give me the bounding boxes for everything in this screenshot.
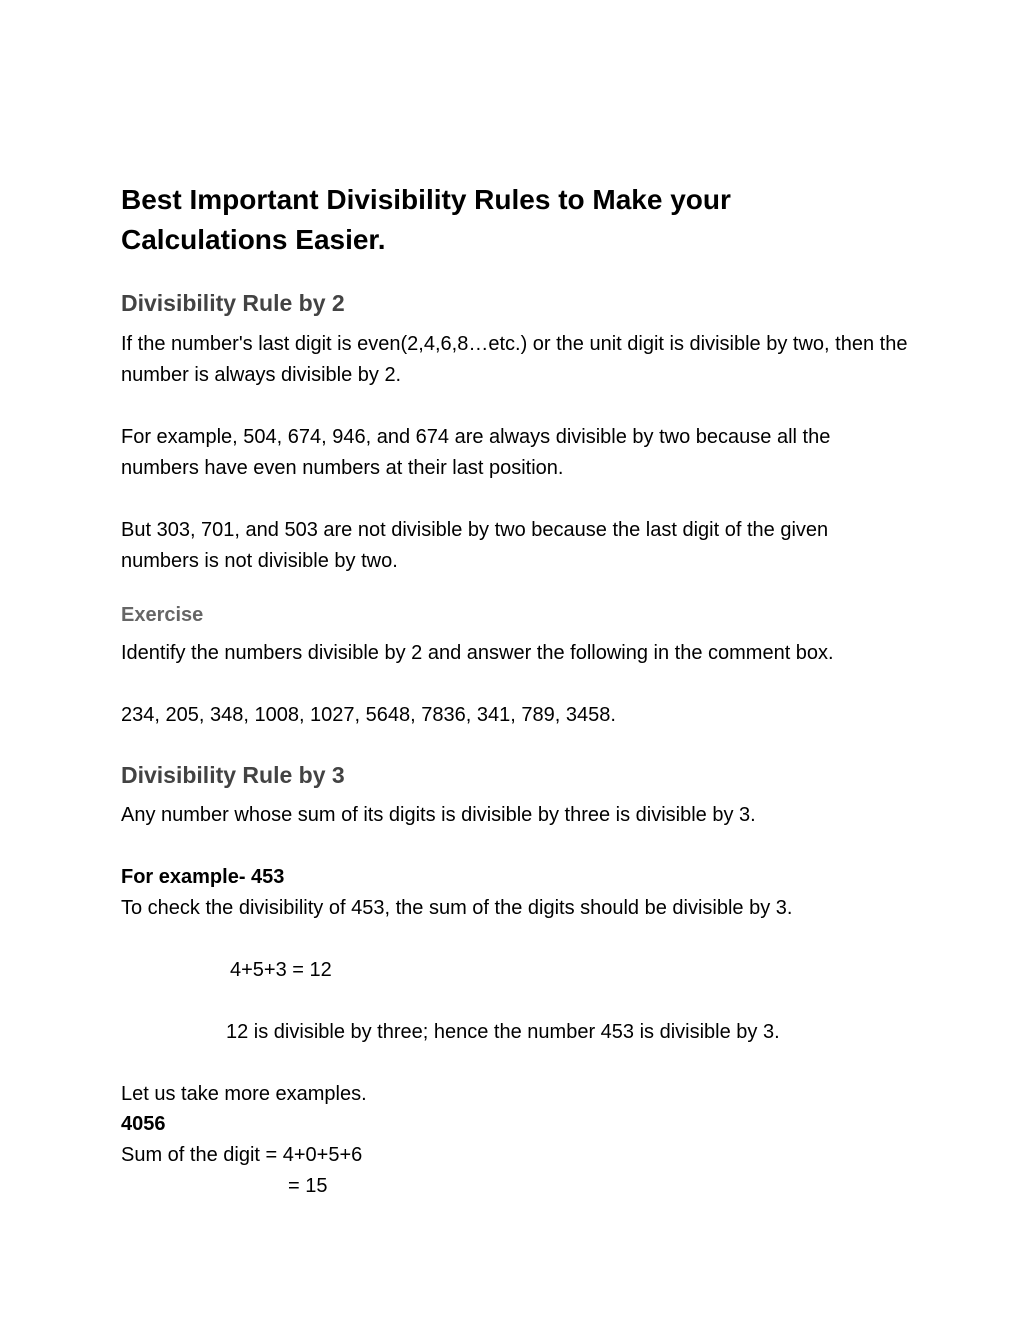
exercise-text: Identify the numbers divisible by 2 and answer the following in the comment box.	[121, 642, 834, 664]
example-conclusion: 12 is divisible by three; hence the number 453 is divisible by 3.	[226, 1021, 780, 1043]
example-label: For example- 453	[121, 866, 285, 888]
exercise-heading: Exercise	[121, 604, 204, 626]
exercise-numbers: 234, 205, 348, 1008, 1027, 5648, 7836, 341, 789, 3458.	[121, 704, 616, 726]
example2-number: 4056	[121, 1113, 166, 1135]
example-sum: 4+5+3 = 12	[230, 959, 332, 981]
heading-rule-by-2: Divisibility Rule by 2	[121, 290, 345, 316]
rule-2-paragraph-1: If the number's last digit is even(2,4,6,8…etc.) or the unit digit is divisible by two, then the number is always divisible by 2.	[121, 333, 908, 386]
example2-sum-line: Sum of the digit = 4+0+5+6	[121, 1144, 363, 1166]
rule-2-paragraph-3: But 303, 701, and 503 are not divisible by two because the last digit of the given numbers is not divisible by two.	[121, 519, 829, 572]
heading-rule-by-3: Divisibility Rule by 3	[121, 762, 345, 788]
document-title: Best Important Divisibility Rules to Make your Calculations Easier.	[121, 184, 731, 255]
example2-result: = 15	[288, 1175, 328, 1197]
rule-3-paragraph-1: Any number whose sum of its digits is divisible by three is divisible by 3.	[121, 804, 756, 826]
example-text: To check the divisibility of 453, the sum of the digits should be divisible by 3.	[121, 897, 793, 919]
more-examples-text: Let us take more examples.	[121, 1083, 367, 1105]
rule-2-paragraph-2: For example, 504, 674, 946, and 674 are always divisible by two because all the numbers have even numbers at their last position.	[121, 426, 831, 479]
